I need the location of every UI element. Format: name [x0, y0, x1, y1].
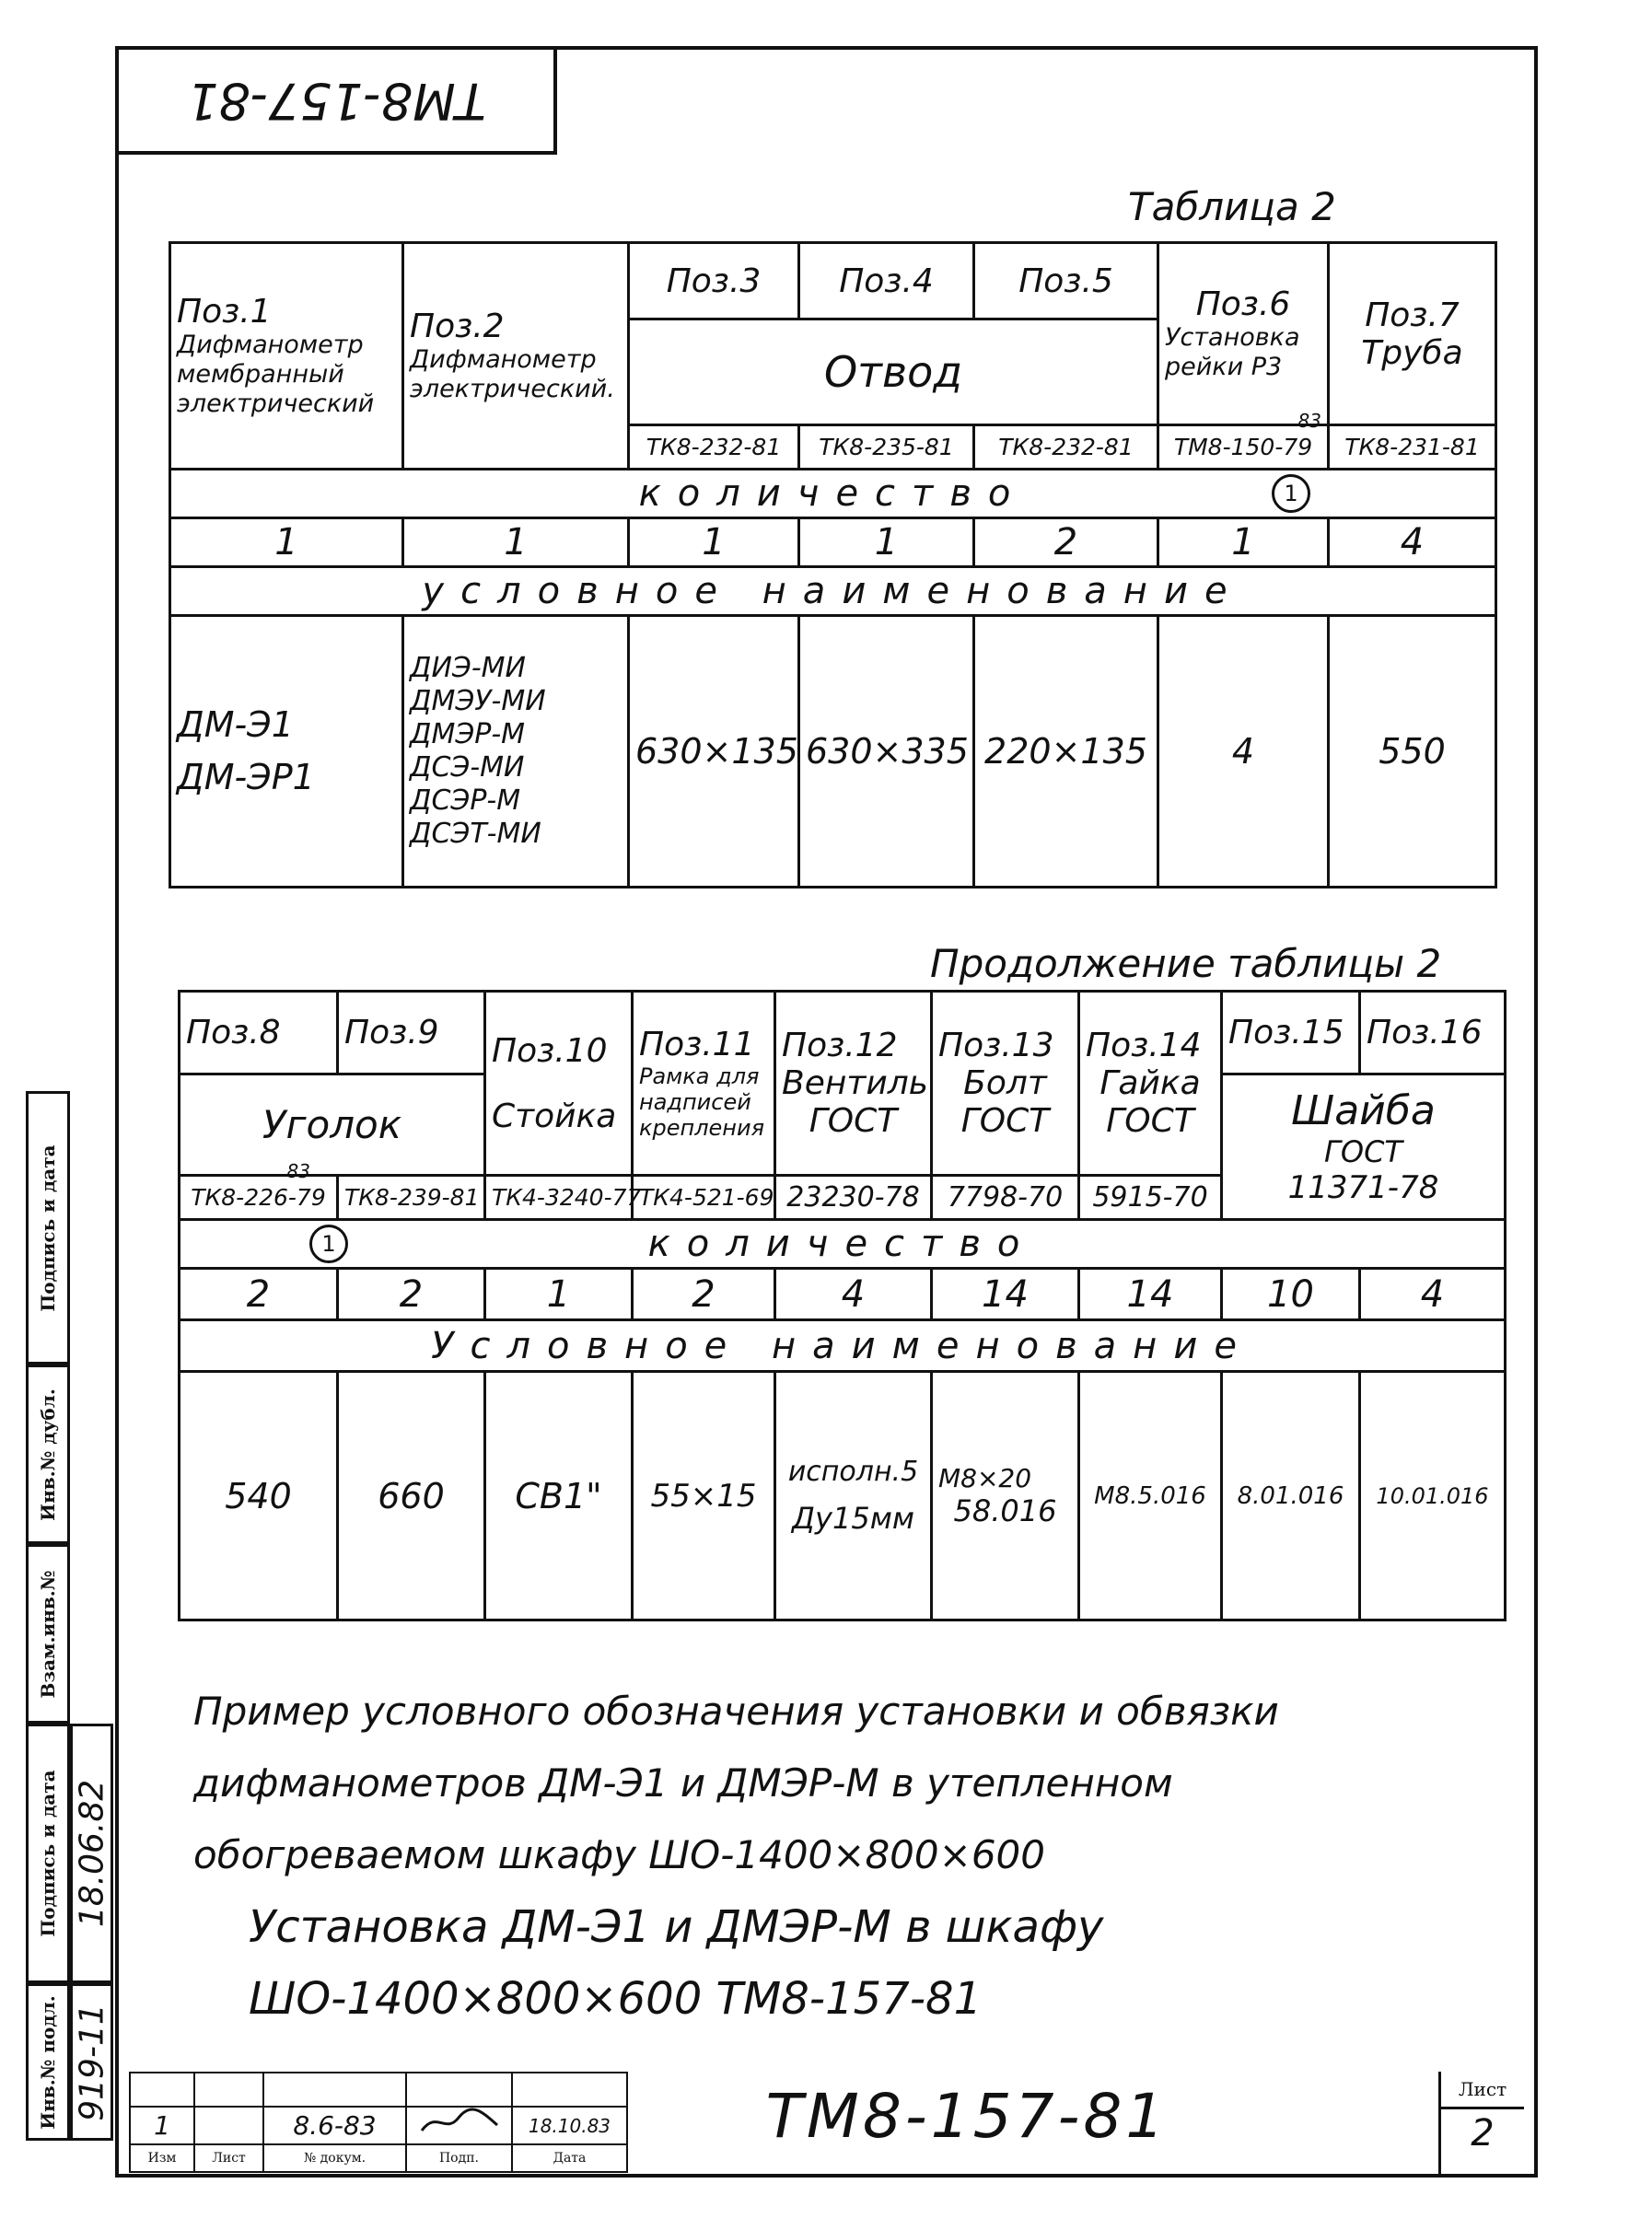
t2-quantity-row [180, 1220, 1506, 1269]
example-line-4: Установка ДМ-Э1 и ДМЭР-М в шкафу [249, 1901, 1104, 1953]
title-block [129, 2072, 1533, 2175]
t2-des-16: 10.01.016 [1360, 1372, 1506, 1620]
t1-qty-3: 1 [629, 518, 799, 567]
table1 [169, 241, 1497, 889]
t2-pos11-desc: Рамка для надписей крепления [639, 1063, 765, 1142]
t2-pos8-doc: ТК8-226-79 83 [180, 1176, 338, 1220]
t1-qty-4: 1 [799, 518, 974, 567]
t2-designation-label: Условное наименование [180, 1320, 1506, 1372]
t1-pos2-desc: Дифманометр электрический. [410, 345, 615, 403]
t2-pos11-doc: ТК4-521-69 [633, 1176, 775, 1220]
t1-correction-mark: 1 [1272, 474, 1310, 513]
t1-des-6: 4 [1158, 616, 1329, 888]
rev-doc-no: 8.6-83 [263, 2107, 406, 2144]
t1-correction-year: 83 [1297, 410, 1321, 432]
t2-des-11: 55×15 [633, 1372, 775, 1620]
t1-pos1-desc: Дифманометр мембранный электрический [177, 331, 375, 418]
t1-pos7-doc: ТК8-231-81 [1329, 425, 1496, 470]
document-code: ТМ8-157-81 [765, 2081, 1169, 2152]
t2-quantity-label: количество [647, 1223, 1037, 1265]
t2-pos15: Поз.15 [1222, 992, 1360, 1074]
sb-vzam-inv: Взам.инв.№ [26, 1544, 70, 1724]
sheet-label: Лист [1441, 2072, 1524, 2109]
t1-des-5: 220×135 [974, 616, 1158, 888]
t2-pos11-header: Поз.11 Рамка для надписей крепления [633, 992, 775, 1176]
table2-caption: Продолжение таблицы 2 [930, 941, 1442, 986]
t2-pos14-doc: 5915-70 [1079, 1176, 1222, 1220]
rev-signature [406, 2107, 512, 2144]
corner-code: ТМ8-157-81 [186, 71, 486, 130]
t2-des-12-value: Ду15мм [792, 1501, 914, 1536]
sb-inv-podl: Инв.№ подл. [26, 1983, 70, 2141]
t2-shaiba-doc: 11371-78 [1287, 1169, 1439, 1206]
lbl-doc: № докум. [263, 2144, 406, 2172]
t1-des-4: 630×335 [799, 616, 974, 888]
t2-pos14-desc: Гайка ГОСТ [1099, 1064, 1201, 1140]
t2-pos16: Поз.16 [1360, 992, 1506, 1074]
example-line-5: ШО-1400×800×600 ТМ8-157-81 [249, 1973, 983, 2025]
t2-pos10-header: Поз.10 Стойка [485, 992, 633, 1176]
t2-qty-16: 4 [1360, 1269, 1506, 1320]
lbl-izm: Изм [130, 2144, 194, 2172]
t2-pos10-desc: Стойка [492, 1097, 617, 1135]
lbl-podp: Подп. [406, 2144, 512, 2172]
example-line-2: дифманометров ДМ-Э1 и ДМЭР-М в утепленном [193, 1760, 1173, 1806]
t2-qty-8: 2 [180, 1269, 338, 1320]
sb-sign-date-1: Подпись и дата [26, 1091, 70, 1365]
t2-pos9: Поз.9 [338, 992, 485, 1074]
t2-des-14: М8.5.016 [1079, 1372, 1222, 1620]
t1-qty-1: 1 [170, 518, 403, 567]
t2-pos8: Поз.8 [180, 992, 338, 1074]
t2-qty-14: 14 [1079, 1269, 1222, 1320]
t2-qty-15: 10 [1222, 1269, 1360, 1320]
t2-correction-year: 83 [286, 1160, 310, 1182]
revision-table [129, 2072, 628, 2173]
t1-des-2: ДИЭ-МИ ДМЭУ-МИ ДМЭР-М ДСЭ-МИ ДСЭР-М ДСЭТ-МИ [403, 616, 629, 888]
t1-quantity-label: количество [638, 472, 1028, 515]
t1-pos2-header: Поз.2 Дифманометр электрический. [403, 243, 629, 470]
t2-qty-9: 2 [338, 1269, 485, 1320]
left-stamp-strip [26, 1091, 113, 2141]
t2-pos14-header: Поз.14 Гайка ГОСТ [1079, 992, 1222, 1176]
t2-qty-13: 14 [932, 1269, 1079, 1320]
t2-des-15: 8.01.016 [1222, 1372, 1360, 1620]
example-text [193, 1676, 1483, 2035]
t2-des-13: М8×20 58.016 [932, 1372, 1079, 1620]
t2-pos9-doc: ТК8-239-81 [338, 1176, 485, 1220]
sheet-number-box [1438, 2072, 1524, 2175]
example-line-1: Пример условного обозначения установки и обвязки [193, 1689, 1279, 1734]
sb-handwritten-date: 18.06.82 [70, 1724, 113, 1983]
t2-shaiba-cell [1222, 1074, 1506, 1220]
t1-designation-label: условное наименование [170, 567, 1496, 616]
t1-pos5-doc: ТК8-232-81 [974, 425, 1158, 470]
t1-pos6-header: Поз.6 Установка рейки Р3 [1158, 243, 1329, 425]
t1-qty-5: 2 [974, 518, 1158, 567]
t1-pos3-doc: ТК8-232-81 [629, 425, 799, 470]
t1-des-3: 630×135 [629, 616, 799, 888]
example-line-3: обогреваемом шкафу ШО-1400×800×600 [193, 1832, 1045, 1877]
sb-sign-date-2: Подпись и дата [26, 1724, 70, 1983]
table1-caption: Таблица 2 [1128, 184, 1336, 229]
lbl-data: Дата [512, 2144, 627, 2172]
table2 [178, 990, 1507, 1621]
t2-pos12-doc: 23230-78 [775, 1176, 932, 1220]
t2-qty-11: 2 [633, 1269, 775, 1320]
sheet-number: 2 [1471, 2112, 1495, 2155]
t1-qty-6: 1 [1158, 518, 1329, 567]
t1-des-1: ДМ-Э1 ДМ-ЭР1 [170, 616, 403, 888]
t2-pos13-doc: 7798-70 [932, 1176, 1079, 1220]
t2-pos12-desc: Вентиль ГОСТ [782, 1064, 928, 1140]
t1-pos1-header: Поз.1 Дифманометр мембранный электрический [170, 243, 403, 470]
t1-pos4-doc: ТК8-235-81 [799, 425, 974, 470]
t2-pos12-header: Поз.12 Вентиль ГОСТ [775, 992, 932, 1176]
rev-date: 18.10.83 [512, 2107, 627, 2144]
corner-stamp [115, 46, 557, 155]
t1-otvod-label: Отвод [629, 319, 1158, 425]
rev-no: 1 [130, 2107, 194, 2144]
t2-qty-10: 1 [485, 1269, 633, 1320]
t2-ugolok-label: Уголок [180, 1074, 485, 1176]
t2-qty-12: 4 [775, 1269, 932, 1320]
t1-qty-7: 4 [1329, 518, 1496, 567]
t2-des-9: 660 [338, 1372, 485, 1620]
t1-pos4: Поз.4 [799, 243, 974, 319]
sb-handwritten-inv: 919-11 [70, 1983, 113, 2141]
t1-pos6-desc: Установка рейки Р3 [1165, 323, 1300, 381]
t1-pos6-doc: ТМ8-150-79 83 [1158, 425, 1329, 470]
t2-pos13-header: Поз.13 Болт ГОСТ [932, 992, 1079, 1176]
t2-des-12-top: исполн.5 [787, 1456, 919, 1488]
t2-des-8: 540 [180, 1372, 338, 1620]
t1-pos5: Поз.5 [974, 243, 1158, 319]
t1-quantity-row [170, 470, 1496, 518]
t1-pos3: Поз.3 [629, 243, 799, 319]
t2-des-12 [775, 1372, 932, 1620]
t2-des-10: СВ1" [485, 1372, 633, 1620]
t1-qty-2: 1 [403, 518, 629, 567]
t2-pos13-desc: Болт ГОСТ [960, 1064, 1050, 1140]
t1-des-7: 550 [1329, 616, 1496, 888]
sb-inv-dubl: Инв.№ дубл. [26, 1365, 70, 1544]
t2-shaiba-label: Шайба [1291, 1087, 1436, 1134]
t2-shaiba-gost: ГОСТ [1324, 1134, 1402, 1169]
t1-pos7-desc: Труба [1361, 333, 1463, 372]
t2-correction-mark: 1 [309, 1225, 348, 1263]
t2-pos10-doc: ТК4-3240-77 [485, 1176, 633, 1220]
t1-pos7-header: Поз.7 Труба [1329, 243, 1496, 425]
lbl-list: Лист [194, 2144, 263, 2172]
